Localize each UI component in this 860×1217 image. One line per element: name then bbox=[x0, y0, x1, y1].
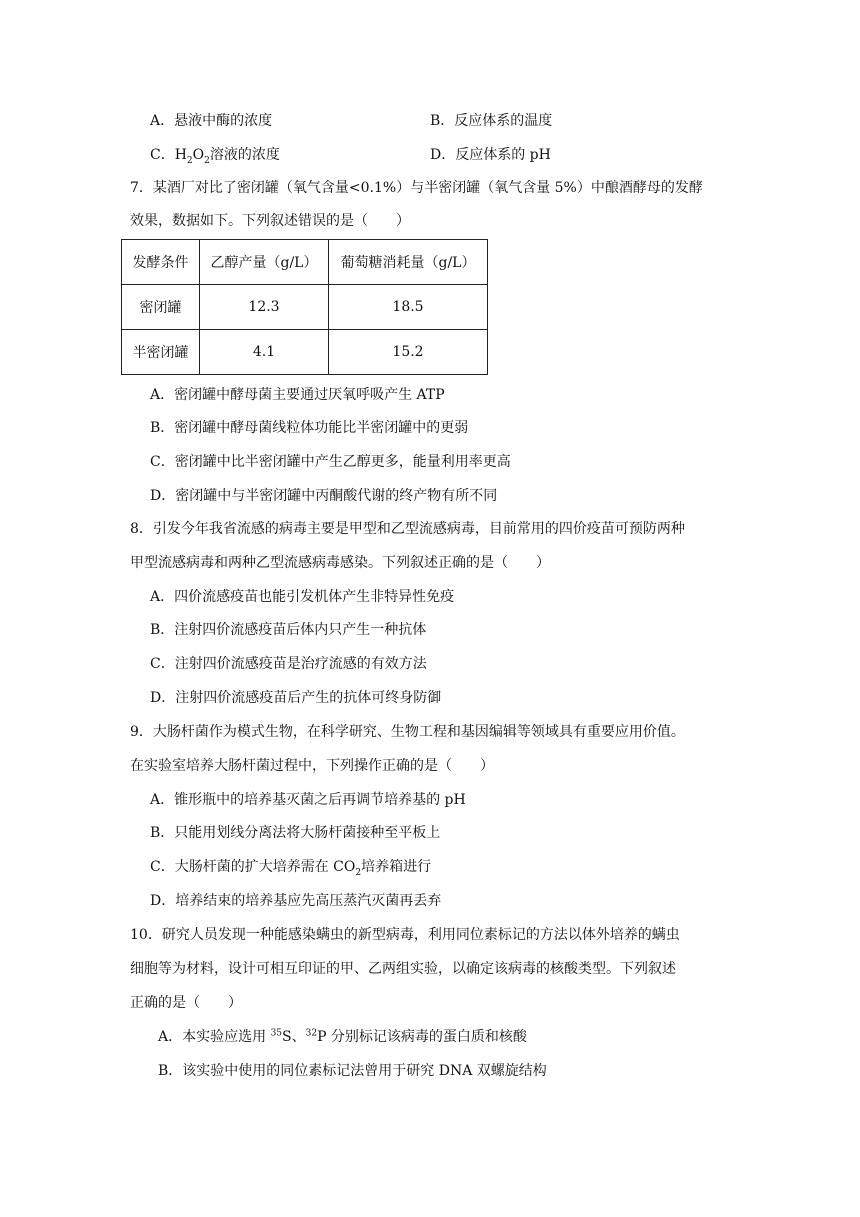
q7-option-d: D．密闭罐中与半密闭罐中丙酮酸代谢的终产物有所不同 bbox=[150, 488, 498, 504]
q10-stem-line3: 正确的是（ ） bbox=[130, 995, 242, 1011]
q6-option-d: D．反应体系的 pH bbox=[430, 147, 551, 163]
q7-stem-line1: 7．某酒厂对比了密闭罐（氧气含量<0.1%）与半密闭罐（氧气含量 5%）中酿酒酵母的发酵 bbox=[130, 180, 703, 196]
q10-option-b: B．该实验中使用的同位素标记法曾用于研究 DNA 双螺旋结构 bbox=[158, 1063, 547, 1079]
q9-option-a: A．锥形瓶中的培养基灭菌之后再调节培养基的 pH bbox=[150, 792, 466, 808]
q9-option-c: C．大肠杆菌的扩大培养需在 $CO_2$培养箱进行 bbox=[150, 859, 432, 878]
q8-option-c: C．注射四价流感疫苗是治疗流感的有效方法 bbox=[150, 656, 427, 672]
q10-option-a: A．本实验应选用 $^{35}$S、$^{32}$P 分别标记该病毒的蛋白质和核酸 bbox=[158, 1028, 527, 1045]
q10-stem-line2: 细胞等为材料，设计可相互印证的甲、乙两组实验，以确定该病毒的核酸类型。下列叙述 bbox=[130, 961, 676, 977]
q6-option-a: A．悬液中酶的浓度 bbox=[150, 113, 273, 129]
table-cell: 密闭罐 bbox=[122, 285, 200, 330]
q9-stem-line1: 9．大肠杆菌作为模式生物，在科学研究、生物工程和基因编辑等领域具有重要应用价值。 bbox=[130, 724, 685, 740]
q7-stem-line2: 效果，数据如下。下列叙述错误的是（ ） bbox=[130, 213, 410, 229]
table-row bbox=[122, 330, 488, 375]
q9-option-d: D．培养结束的培养基应先高压蒸汽灭菌再丢弃 bbox=[150, 893, 442, 909]
table-header-cell: 葡萄糖消耗量（g/L） bbox=[329, 240, 488, 285]
q7-option-a: A．密闭罐中酵母菌主要通过厌氧呼吸产生 ATP bbox=[150, 387, 445, 403]
q6-option-b: B．反应体系的温度 bbox=[430, 113, 553, 129]
table-cell: 4.1 bbox=[200, 330, 329, 375]
q8-option-a: A．四价流感疫苗也能引发机体产生非特异性免疫 bbox=[150, 589, 455, 605]
table-row bbox=[122, 285, 488, 330]
table-cell: 15.2 bbox=[329, 330, 488, 375]
q10-stem-line1: 10．研究人员发现一种能感染螨虫的新型病毒，利用同位素标记的方法以体外培养的螨虫 bbox=[130, 927, 680, 943]
q8-stem-line1: 8．引发今年我省流感的病毒主要是甲型和乙型流感病毒，目前常用的四价疫苗可预防两种 bbox=[130, 521, 685, 537]
q6-option-c: C．$H_2O_2$溶液的浓度 bbox=[150, 147, 280, 166]
q7-option-c: C．密闭罐中比半密闭罐中产生乙醇更多，能量利用率更高 bbox=[150, 454, 511, 470]
q7-option-b: B．密闭罐中酵母菌线粒体功能比半密闭罐中的更弱 bbox=[150, 420, 469, 436]
table-cell: 半密闭罐 bbox=[122, 330, 200, 375]
q8-option-d: D．注射四价流感疫苗后产生的抗体可终身防御 bbox=[150, 690, 442, 706]
q9-option-b: B．只能用划线分离法将大肠杆菌接种至平板上 bbox=[150, 825, 441, 841]
table-cell: 12.3 bbox=[200, 285, 329, 330]
table-header-row bbox=[122, 240, 488, 285]
table-header-cell: 乙醇产量（g/L） bbox=[200, 240, 329, 285]
q7-data-table bbox=[121, 239, 488, 375]
table-cell: 18.5 bbox=[329, 285, 488, 330]
q8-stem-line2: 甲型流感病毒和两种乙型流感病毒感染。下列叙述正确的是（ ） bbox=[130, 555, 550, 571]
table-header-cell: 发酵条件 bbox=[122, 240, 200, 285]
q8-option-b: B．注射四价流感疫苗后体内只产生一种抗体 bbox=[150, 622, 427, 638]
q9-stem-line2: 在实验室培养大肠杆菌过程中，下列操作正确的是（ ） bbox=[130, 758, 494, 774]
